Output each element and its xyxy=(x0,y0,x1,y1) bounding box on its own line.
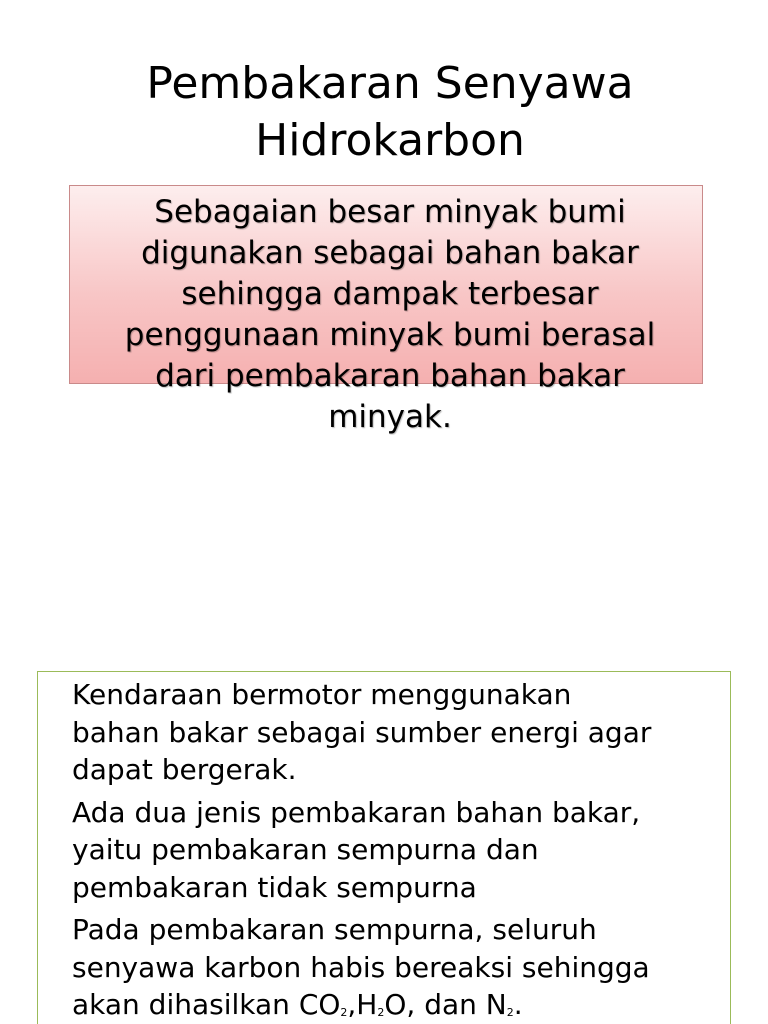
formula-text: O, dan N xyxy=(384,988,507,1021)
subscript: 2 xyxy=(506,1006,514,1019)
point-line: dapat bergerak. xyxy=(72,753,297,786)
title-line: Hidrokarbon xyxy=(255,115,525,166)
intro-line: dari pembakaran bahan bakar xyxy=(155,358,625,394)
intro-line: minyak. xyxy=(328,399,452,435)
formula-line xyxy=(72,986,732,1024)
title-line: Pembakaran Senyawa xyxy=(146,58,634,109)
point-line: Ada dua jenis pembakaran bahan bakar, xyxy=(72,795,641,829)
point-line: senyawa karbon habis bereaksi sehingga xyxy=(72,950,650,984)
point-item xyxy=(72,911,732,1024)
point-line: bahan bakar sebagai sumber energi agar xyxy=(72,715,652,749)
intro-line: penggunaan minyak bumi berasal xyxy=(124,317,656,353)
intro-line: sehingga dampak terbesar xyxy=(181,276,599,312)
subscript: 2 xyxy=(340,1006,348,1019)
intro-line: Sebagaian besar minyak bumi xyxy=(154,194,626,230)
point-line: yaitu pembakaran sempurna dan xyxy=(72,833,539,866)
formula-suffix: . xyxy=(513,988,523,1021)
slide-title xyxy=(60,55,720,169)
point-line: Pada pembakaran sempurna, seluruh xyxy=(72,913,597,946)
intro-line: digunakan sebagai bahan bakar xyxy=(141,235,639,271)
point-line: Kendaraan bermotor menggunakan xyxy=(72,678,572,711)
point-item xyxy=(72,794,732,907)
point-line: pembakaran tidak sempurna xyxy=(72,870,477,904)
subscript: 2 xyxy=(377,1006,385,1019)
point-item xyxy=(72,676,732,789)
formula-prefix: akan dihasilkan CO xyxy=(72,988,341,1021)
points-list xyxy=(72,676,732,1024)
intro-text xyxy=(80,192,700,438)
formula-text: ,H xyxy=(347,988,378,1021)
